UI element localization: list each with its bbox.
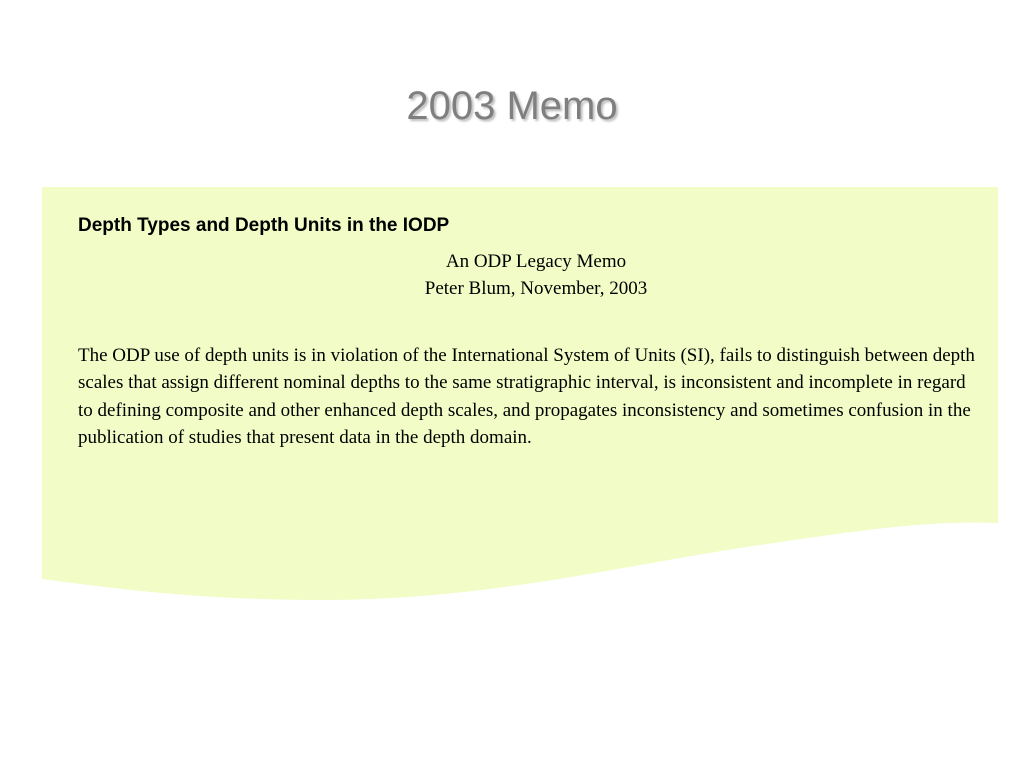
memo-body-paragraph: The ODP use of depth units is in violation of the International System of Units (SI), fails to distinguish between depth scales that assign different nominal depths to the same stratigraphic interval, is inconsistent and incomplete in regard to defining composite and other enhanced depth scales, and propagates inconsistency and sometimes confusion in the publication of studies that present data in the depth domain. xyxy=(78,345,975,448)
memo-subtitle: An ODP Legacy Memo xyxy=(445,251,627,272)
slide-title: 2003 Memo xyxy=(406,84,618,128)
memo-heading: Depth Types and Depth Units in the IODP xyxy=(78,215,450,236)
memo-author-date: Peter Blum, November, 2003 xyxy=(424,278,648,299)
